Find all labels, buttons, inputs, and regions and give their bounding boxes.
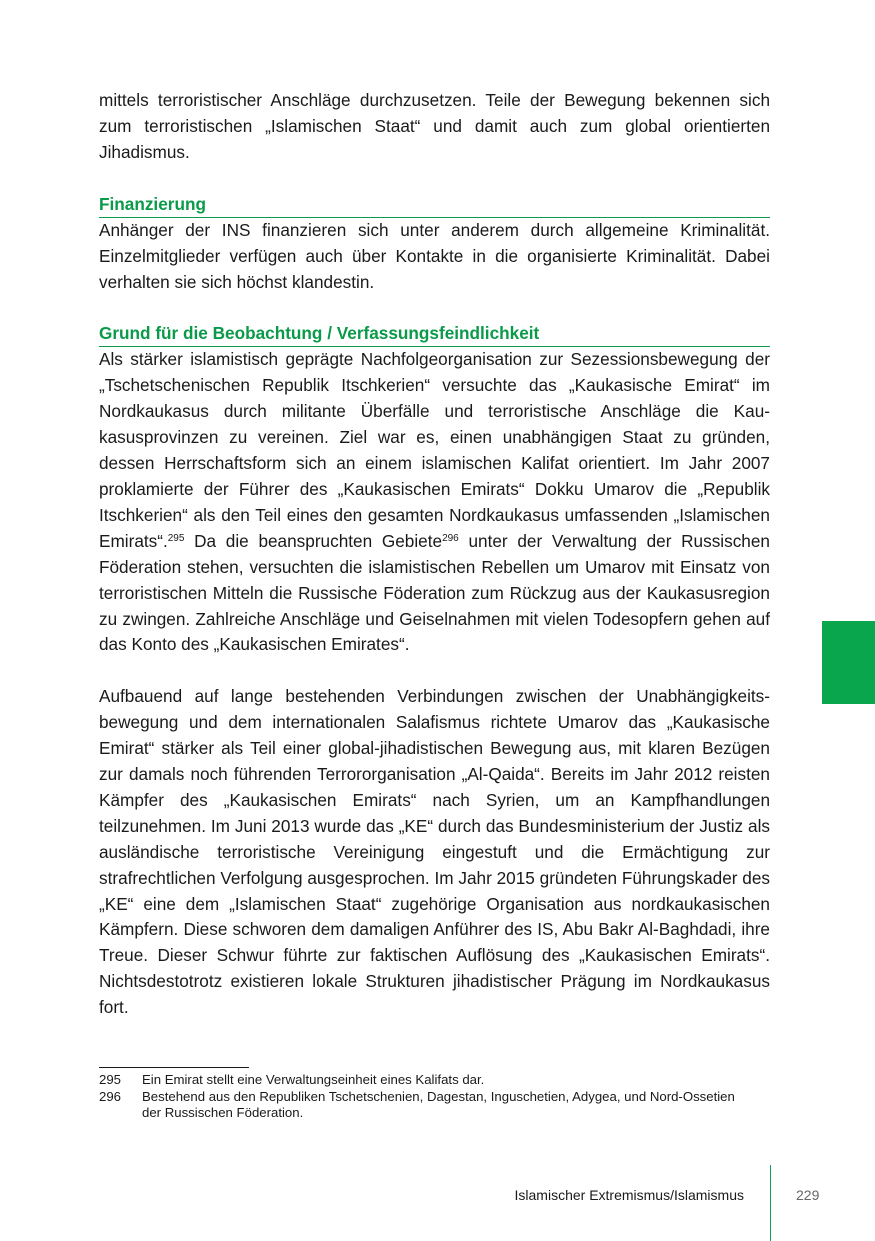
footnote-ref-296[interactable]: 296 <box>442 532 459 544</box>
footnote-divider <box>99 1067 249 1068</box>
heading-finanzierung: Finanzierung <box>99 192 770 218</box>
paragraph-grund-part-2: Da die beanspruchten Gebiete <box>184 530 443 551</box>
footnote-296 <box>99 1089 749 1122</box>
paragraph-grund <box>99 347 770 658</box>
footer-section-title: Islamischer Extremismus/Islamismus <box>514 1187 744 1203</box>
paragraph-finanzierung: Anhänger der INS finanzieren sich unter anderem durch allgemeine Kriminalität. Einzelmitglieder verfügen auch über Kontakte in die organisierte Kriminalität. Dabei verhalten sie sich höchst klandestin. <box>99 219 770 292</box>
heading-grund-beobachtung: Grund für die Beobachtung / Verfassungsfeindlichkeit <box>99 321 770 347</box>
footnotes <box>99 1072 749 1122</box>
paragraph-grund-part-1: Als stärker islamistisch geprägte Nachfolgeorganisation zur Sezessionsbewegung der „Tschetschenischen Republik Itschkerien“ versuchte das „Kaukasische Emirat“ im Nordkaukasus durch militante Überfälle und terroristische Anschläge die Kaukasusprovinzen zu vereinen. Ziel war es, einen unabhängigen Staat zu gründen, dessen Herrschaftsform sich an einem islamischen Kalifat orientiert. Im Jahr 2007 proklamierte der Führer des „Kaukasischen Emirats“ Dokku Umarov die „Republik Itschkerien“ als den Teil eines den gesamten Nordkaukasus umfassenden „Islamischen Emirats“. <box>99 349 770 551</box>
footnote-number: 295 <box>99 1072 122 1087</box>
footnote-text: Ein Emirat stellt eine Verwaltungseinheit eines Kalifats dar. <box>142 1072 485 1087</box>
page-number: 229 <box>796 1187 820 1203</box>
footnote-number: 296 <box>99 1088 122 1104</box>
chapter-tab-marker <box>822 621 875 704</box>
footnote-text: Bestehend aus den Republiken Tschetschenien, Dagestan, Inguschetien, Adygea, und Nord-Ossetien der Russischen Föderation. <box>142 1088 735 1121</box>
paragraph-grund-part-3: unter der Verwaltung der Russischen Föderation stehen, versuchten die islamistischen Rebellen um Umarov mit Einsatz von terroristischen Mitteln die Russische Föderation zum Rückzug aus der Kaukasusregion zu zwingen. Zahlreiche Anschläge und Geiselnahmen mit vielen Todesopfern gehen auf das Konto des „Kaukasischen Emirates“. <box>99 530 770 655</box>
footnote-ref-295[interactable]: 295 <box>167 532 185 544</box>
footer-divider <box>770 1165 771 1241</box>
main-content <box>99 88 770 1021</box>
footnote-295 <box>99 1072 749 1089</box>
paragraph-aufbauend: Aufbauend auf lange bestehenden Verbindungen zwischen der Unabhängigkeitsbewegung und dem internationalen Salafismus richtete Umarov das „Kaukasische Emirat“ stärker als Teil einer global-jihadistischen Bewegung aus, mit klaren Bezügen zur damals noch führenden Terrororganisation „Al-Qaida“. Bereits im Jahr 2012 reisten Kämpfer des „Kaukasischen Emirats“ nach Syrien, um an Kampfhandlungen teilzunehmen. Im Juni 2013 wurde das „KE“ durch das Bundesministerium der Justiz als ausländische terroristische Vereinigung eingestuft und die Ermächtigung zur strafrechtlichen Verfolgung ausgesprochen. Im Jahr 2015 gründeten Führungskader des „KE“ eine dem „Islamischen Staat“ zugehörige Organisation aus nordkaukasischen Kämpfern. Diese schworen dem damaligen Anführer des IS, Abu Bakr Al-Baghdadi, ihre Treue. Dieser Schwur führte zur faktischen Auflösung des „Kaukasischen Emirats“. Nichtsdestotrotz existieren lokale Strukturen jihadistischer Prägung im Nordkaukasus fort. <box>99 686 770 1018</box>
paragraph-intro: mittels terroristischer Anschläge durchzusetzen. Teile der Bewegung bekennen sich zum terroristischen „Islamischen Staat“ und damit auch zum global orientierten Jihadismus. <box>99 90 770 162</box>
